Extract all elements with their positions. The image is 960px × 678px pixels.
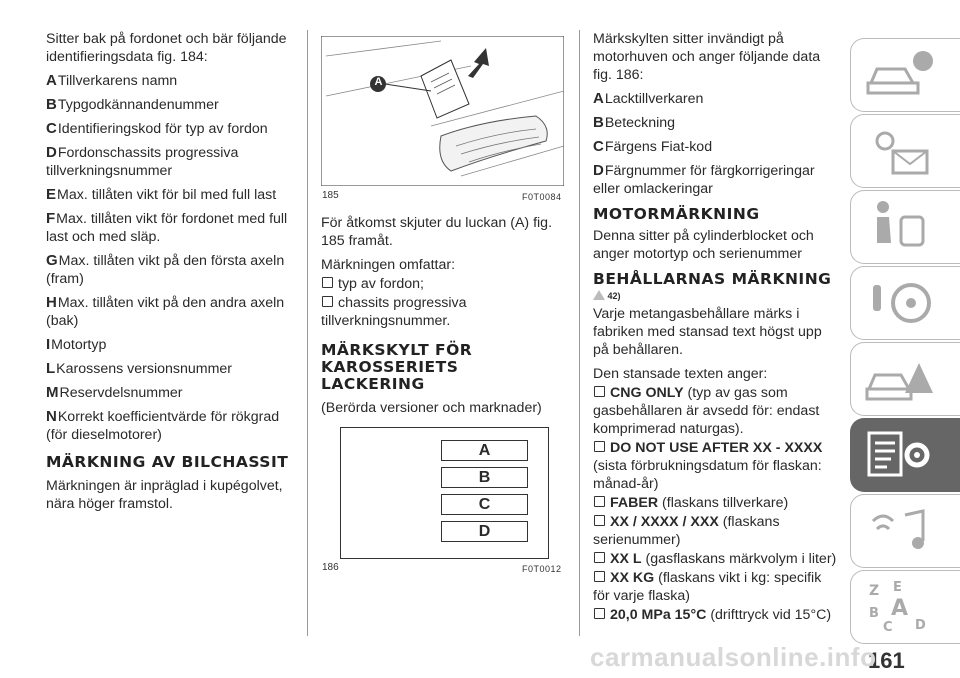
- stamp-code: XX / XXXX / XXX: [610, 514, 719, 530]
- containers-text: Varje metangasbehållare märks i fabriken med stansad text högst upp på behållaren.: [593, 306, 822, 358]
- plate-field-c: C: [441, 494, 528, 515]
- list-item: [46, 210, 294, 246]
- paint-data-list: [593, 90, 841, 198]
- figure-185-code: F0T0084: [522, 192, 562, 202]
- column-divider: [307, 30, 308, 636]
- figure-186-plate: [340, 427, 549, 559]
- item-key: G: [46, 252, 58, 269]
- item-key: F: [46, 210, 56, 227]
- multimedia-icon: [863, 501, 943, 561]
- stamp-code: DO NOT USE AFTER XX - XXXX: [610, 440, 823, 456]
- list-item: [46, 252, 294, 288]
- intro-text: Sitter bak på fordonet och bär följande identifieringsdata fig. 184:: [46, 31, 287, 65]
- item-key: D: [46, 144, 57, 161]
- item-text: Korrekt koefficientvärde för rökgrad (för dieselmotorer): [46, 409, 280, 443]
- list-item: [46, 96, 294, 114]
- item-key: C: [593, 138, 604, 155]
- tab-index[interactable]: [850, 570, 960, 644]
- body-text: Märkningen är inpräglad i kupégolvet, nära höger framstol.: [46, 478, 283, 512]
- text-p1: För åtkomst skjuter du luckan (A) fig. 185 framåt.: [321, 215, 553, 249]
- list-item: [321, 275, 567, 293]
- figure-185: [321, 36, 564, 186]
- column-3: [593, 30, 841, 625]
- column-2: [321, 214, 567, 423]
- item-key: M: [46, 384, 59, 401]
- item-key: I: [46, 336, 51, 353]
- item-text: Max. tillåten vikt för fordonet med full last och med släp.: [46, 211, 288, 245]
- stamp-description: (typ av gas som gasbehållaren är avsedd för: endast komprimerad naturgas).: [593, 385, 820, 437]
- list-item: [593, 606, 841, 624]
- checkbox-icon: [322, 296, 333, 307]
- tab-maintenance[interactable]: [850, 418, 960, 492]
- item-text: typ av fordon;: [338, 276, 424, 292]
- watermark: carmanualsonline.info: [590, 642, 877, 672]
- stamp-description: (flaskans serienummer): [593, 514, 780, 548]
- list-item: [593, 550, 841, 568]
- item-text: Fordonschassits progressiva tillverkningsnummer: [46, 145, 239, 179]
- svg-text:Z: Z: [869, 583, 880, 599]
- alphabet-index-icon: [863, 575, 943, 635]
- list-item: [593, 90, 841, 108]
- item-text: Färgens Fiat-kod: [604, 139, 713, 155]
- checkbox-icon: [594, 441, 605, 452]
- list-item: [593, 513, 841, 549]
- column-1: [46, 30, 294, 519]
- item-key: D: [593, 162, 604, 179]
- section-heading: MÄRKSKYLT FÖR KAROSSERIETS LACKERING: [321, 341, 473, 393]
- list-item: [593, 439, 841, 493]
- item-text: Karossens versionsnummer: [56, 361, 233, 377]
- steering-wheel-icon: [863, 273, 943, 333]
- item-key: H: [46, 294, 57, 311]
- list-item: [593, 114, 841, 132]
- list-item: [46, 144, 294, 180]
- item-text: Färgnummer för färgkorrigeringar eller omlackeringar: [593, 163, 815, 197]
- stamp-list: [593, 384, 841, 624]
- item-key: E: [46, 186, 57, 203]
- lights-mail-icon: [863, 121, 943, 181]
- identification-list: [46, 72, 294, 444]
- item-key: A: [593, 90, 604, 107]
- checkbox-icon: [594, 608, 605, 619]
- list-item: [46, 360, 294, 378]
- tab-lights[interactable]: [850, 114, 960, 188]
- svg-text:D: D: [915, 618, 926, 633]
- list-item: [46, 72, 294, 90]
- stamp-intro: Den stansade texten anger:: [593, 366, 768, 382]
- item-text: Typgodkännandenummer: [57, 97, 219, 113]
- plate-field-b: B: [441, 467, 528, 488]
- item-text: Max. tillåten vikt på den första axeln (fram): [46, 253, 285, 287]
- checkbox-icon: [594, 496, 605, 507]
- plate-field-d: D: [441, 521, 528, 542]
- svg-text:C: C: [883, 620, 893, 635]
- checkbox-icon: [594, 515, 605, 526]
- stamp-code: XX KG: [610, 570, 655, 586]
- item-text: Identifieringskod för typ av fordon: [57, 121, 268, 137]
- checkbox-icon: [594, 571, 605, 582]
- list-item: [46, 294, 294, 330]
- seat-airbag-icon: [863, 197, 943, 257]
- item-key: B: [593, 114, 604, 131]
- list-item: [46, 336, 294, 354]
- item-text: Max. tillåten vikt på den andra axeln (bak): [46, 295, 285, 329]
- plate-field-a: A: [441, 440, 528, 461]
- tab-safety[interactable]: [850, 190, 960, 264]
- stamp-description: (flaskans tillverkare): [658, 495, 789, 511]
- stamp-code: XX L: [610, 551, 642, 567]
- callout-a-label: A: [374, 76, 383, 88]
- list-item: [46, 384, 294, 402]
- section-heading-engine: MOTORMÄRKNING: [593, 205, 760, 223]
- list-item: [46, 186, 294, 204]
- list-item: [46, 120, 294, 138]
- list-item: [593, 494, 841, 512]
- chassis-marking-illustration: [321, 36, 564, 186]
- intro-text: Märkskylten sitter invändigt på motorhuven och anger följande data fig. 186:: [593, 31, 821, 83]
- list-item: [593, 569, 841, 605]
- list-item: [593, 162, 841, 198]
- checkbox-icon: [594, 386, 605, 397]
- item-key: B: [46, 96, 57, 113]
- item-key: C: [46, 120, 57, 137]
- stamp-code: 20,0 MPa 15°C: [610, 607, 707, 623]
- item-text: Tillverkarens namn: [57, 73, 178, 89]
- item-text: chassits progressiva tillverkningsnummer.: [321, 295, 467, 329]
- stamp-description: (sista förbrukningsdatum för flaskan: månad-år): [593, 458, 822, 492]
- list-item: [321, 294, 567, 330]
- document-gear-icon: [863, 425, 943, 485]
- stamp-description: (drifttryck vid 15°C): [706, 607, 832, 623]
- item-key: N: [46, 408, 57, 425]
- stamp-code: CNG ONLY: [610, 385, 684, 401]
- svg-text:B: B: [869, 606, 879, 621]
- list-item: [593, 384, 841, 438]
- svg-text:E: E: [893, 580, 902, 595]
- stamp-description: (gasflaskans märkvolym i liter): [641, 551, 837, 567]
- warning-icon: [593, 290, 605, 300]
- tab-vehicle-info[interactable]: [850, 38, 960, 112]
- item-text: Motortyp: [51, 337, 107, 353]
- page-number: 161: [868, 648, 905, 673]
- marking-list: [321, 275, 567, 330]
- item-key: L: [46, 360, 56, 377]
- text-p2: Märkningen omfattar:: [321, 257, 456, 273]
- warning-reference: 42): [593, 290, 841, 302]
- section-heading-containers: BEHÅLLARNAS MÄRKNING: [593, 270, 832, 288]
- item-text: Reservdelsnummer: [59, 385, 183, 401]
- car-warning-icon: [863, 349, 943, 409]
- stamp-description: (flaskans vikt i kg: specifik för varje flaska): [593, 570, 822, 604]
- figure-185-number: 185: [322, 190, 339, 201]
- tab-emergency[interactable]: [850, 342, 960, 416]
- checkbox-icon: [594, 552, 605, 563]
- tab-driving[interactable]: [850, 266, 960, 340]
- list-item: [593, 138, 841, 156]
- engine-text: Denna sitter på cylinderblocket och anger motortyp och serienummer: [593, 228, 814, 262]
- checkbox-icon: [322, 277, 333, 288]
- item-text: Max. tillåten vikt för bil med full last: [57, 187, 277, 203]
- item-key: A: [46, 72, 57, 89]
- figure-186-number: 186: [322, 562, 339, 573]
- item-text: Beteckning: [604, 115, 676, 131]
- column-divider: [579, 30, 580, 636]
- figure-186-code: F0T0012: [522, 564, 562, 574]
- car-info-icon: [863, 45, 943, 105]
- tab-multimedia[interactable]: [850, 494, 960, 568]
- svg-text:A: A: [891, 596, 909, 621]
- section-heading: MÄRKNING AV BILCHASSIT: [46, 453, 289, 471]
- item-text: Lacktillverkaren: [604, 91, 704, 107]
- list-item: [46, 408, 294, 444]
- text-p3: (Berörda versioner och marknader): [321, 400, 542, 416]
- stamp-code: FABER: [610, 495, 659, 511]
